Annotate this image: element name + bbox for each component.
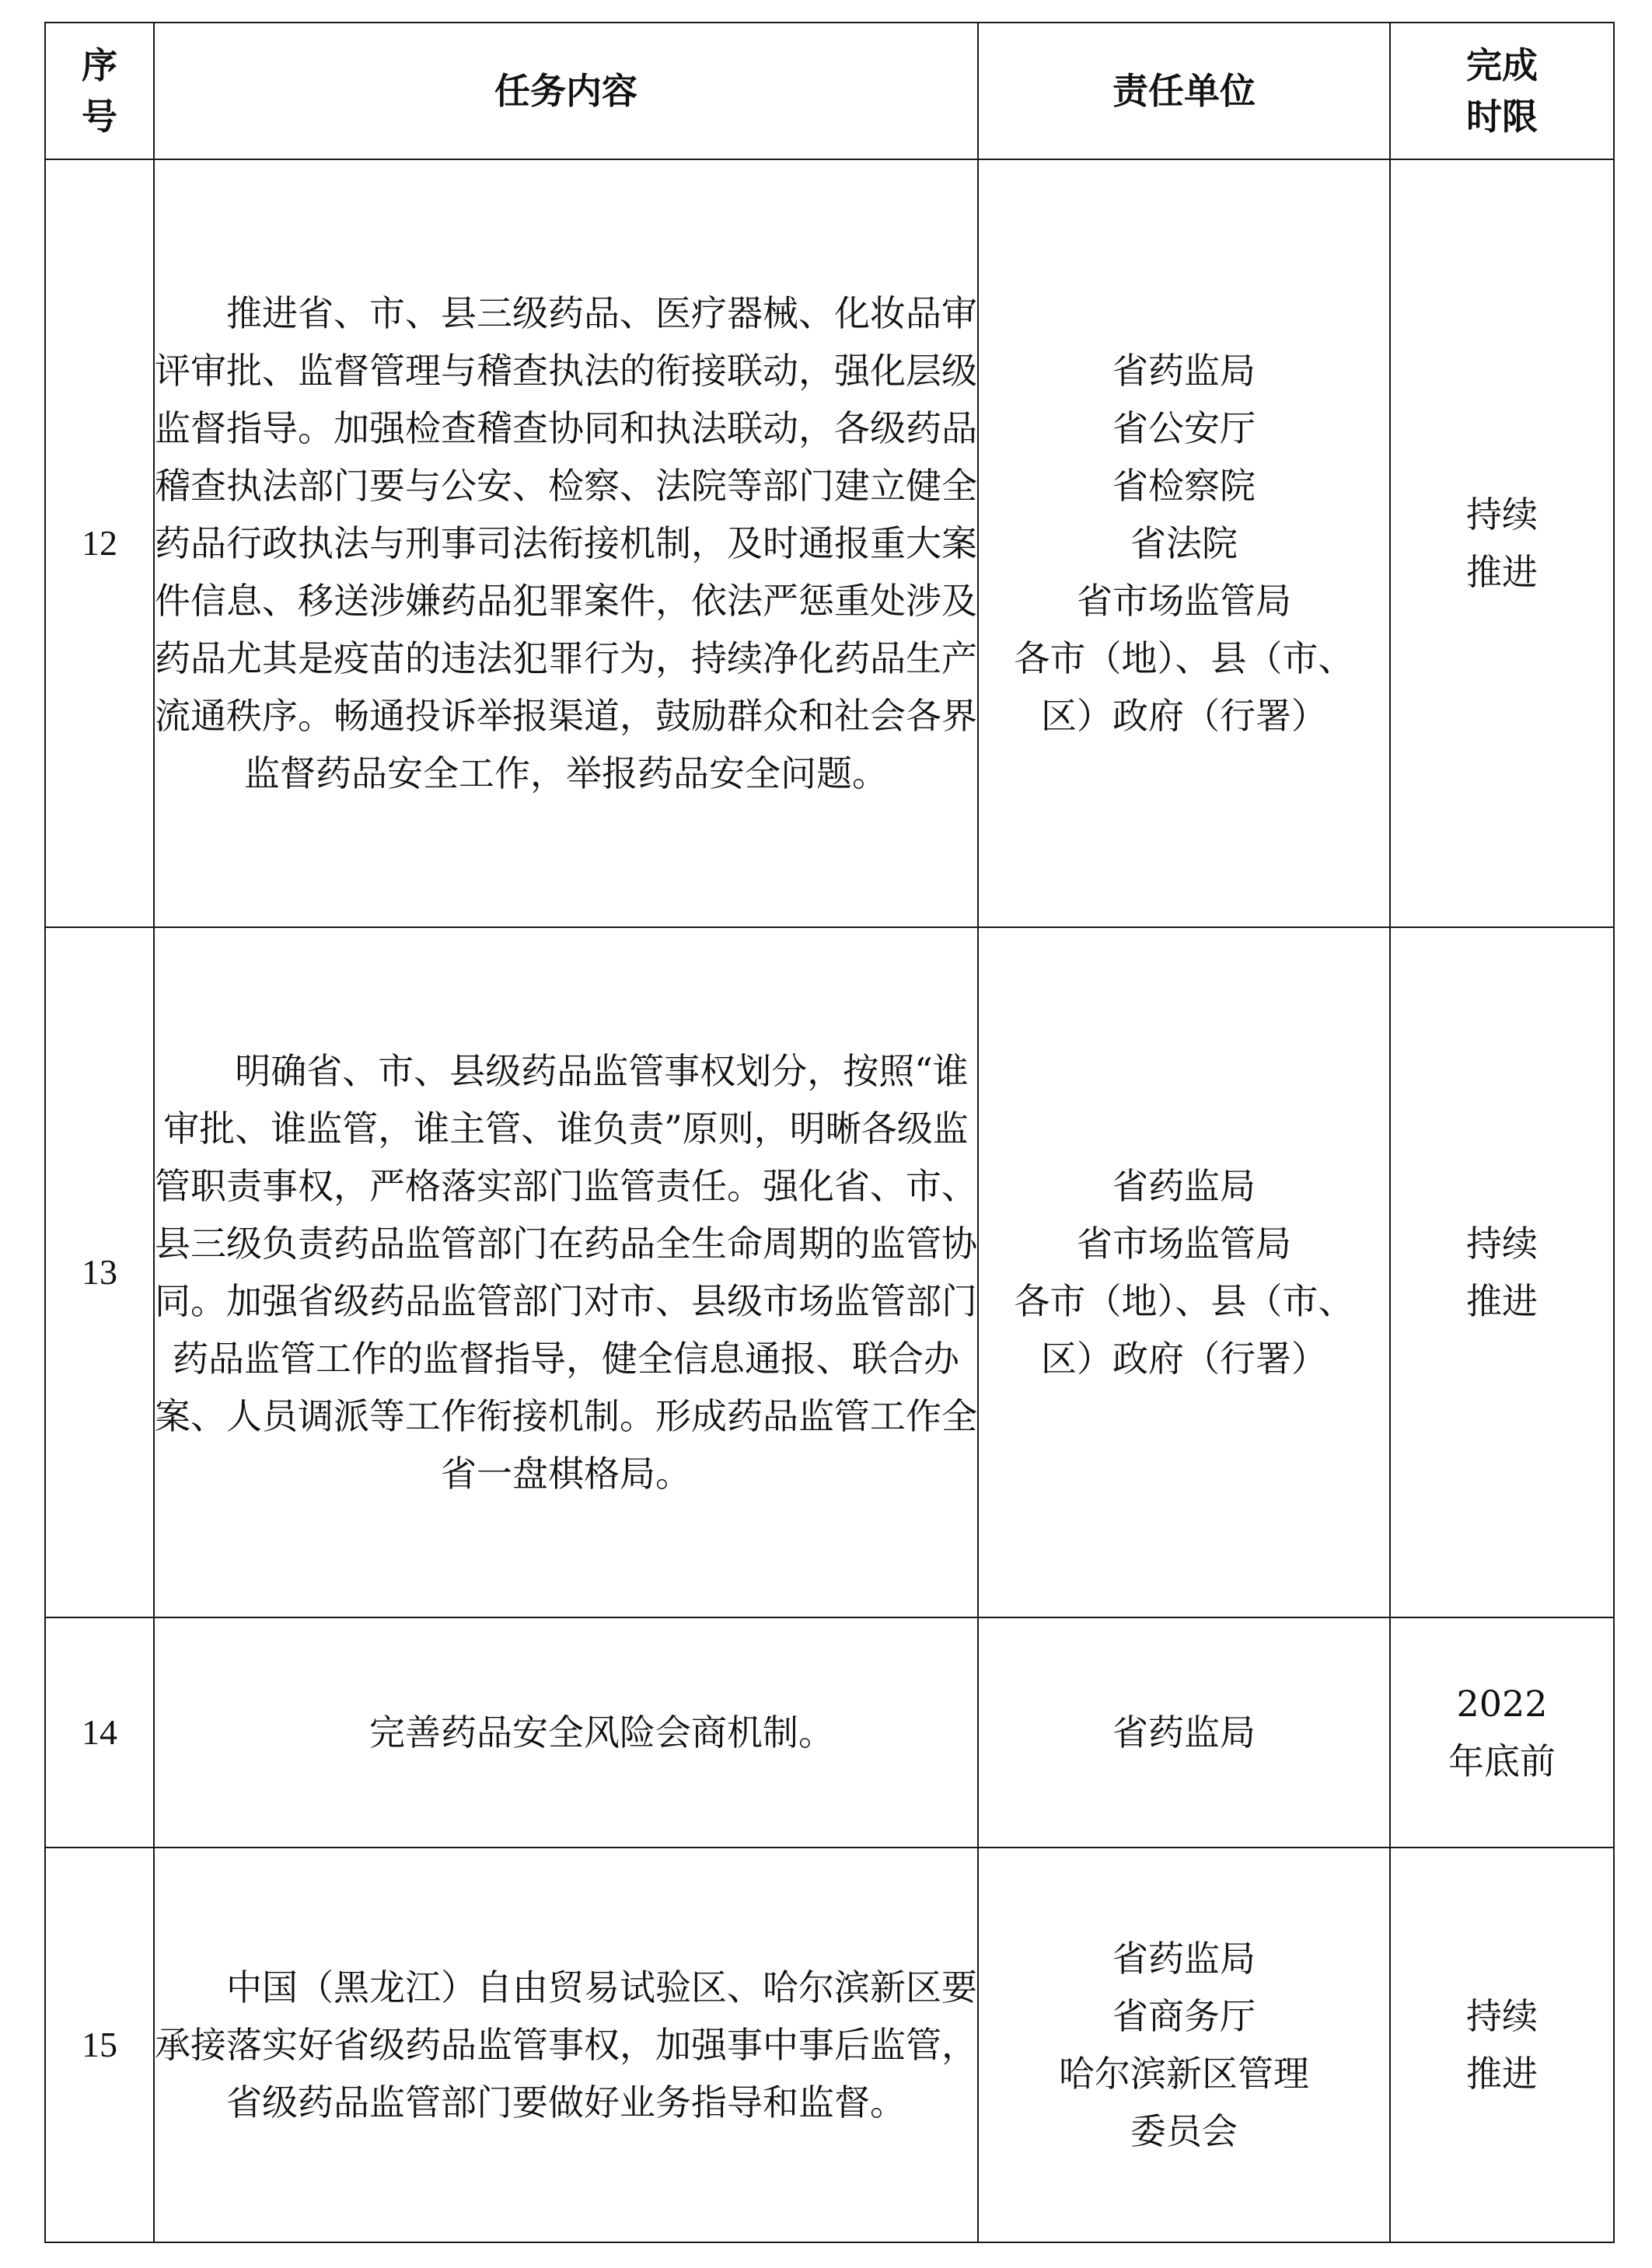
table-header-row — [45, 23, 1614, 159]
deadline — [1390, 927, 1614, 1617]
deadline-line: 推进 — [1466, 2053, 1538, 2095]
deadline-line: 推进 — [1466, 551, 1538, 593]
deadline-line: 推进 — [1466, 1280, 1538, 1322]
header-unit: 责任单位 — [978, 23, 1390, 159]
unit-line: 区）政府（行署） — [1041, 695, 1327, 737]
row-number: 13 — [45, 927, 154, 1617]
header-deadline — [1390, 23, 1614, 159]
header-content: 任务内容 — [154, 23, 978, 159]
unit-line: 委员会 — [1130, 2110, 1238, 2152]
unit-line: 区）政府（行署） — [1041, 1338, 1327, 1380]
task-content-text: 明确省、市、县级药品监管事权划分，按照“谁审批、谁监管，谁主管、谁负责”原则，明晰各级监管职责事权，严格落实部门监管责任。强化省、市、县三级负责药品监管部门在药品全生命周期的监管协同。加强省级药品监管部门对市、县级市场监管部门药品监管工作的监督指导，健全信息通报、联合办案、人员调派等工作衔接机制。形成药品监管工作全省一盘棋格局。 — [155, 1050, 977, 1495]
task-content-text: 完善药品安全风险会商机制。 — [369, 1711, 834, 1753]
unit-line: 哈尔滨新区管理 — [1059, 2053, 1309, 2095]
responsible-units — [978, 1617, 1390, 1848]
unit-line: 各市（地）、县（市、 — [1014, 1280, 1354, 1322]
task-content-text: 推进省、市、县三级药品、医疗器械、化妆品审评审批、监督管理与稽查执法的衔接联动，强化层级监督指导。加强检查稽查协同和执法联动，各级药品稽查执法部门要与公安、检察、法院等部门建立健全药品行政执法与刑事司法衔接机制，及时通报重大案件信息、移送涉嫌药品犯罪案件，依法严惩重处涉及药品尤其是疫苗的违法犯罪行为，持续净化药品生产流通秩序。畅通投诉举报渠道，鼓励群众和社会各界监督药品安全工作，举报药品安全问题。 — [155, 292, 977, 794]
unit-line: 省药监局 — [1112, 350, 1256, 392]
task-content — [154, 927, 978, 1617]
row-number: 14 — [45, 1617, 154, 1848]
table-row — [45, 1617, 1614, 1848]
row-number: 15 — [45, 1848, 154, 2242]
deadline-line: 持续 — [1466, 494, 1538, 536]
header-no-line-1: 序 — [82, 44, 117, 86]
task-table — [44, 22, 1615, 2243]
unit-line: 省药监局 — [1112, 1711, 1256, 1753]
unit-line: 省市场监管局 — [1077, 1223, 1291, 1265]
task-content — [154, 159, 978, 927]
deadline — [1390, 159, 1614, 927]
unit-line: 省检察院 — [1112, 465, 1256, 507]
deadline — [1390, 1848, 1614, 2242]
deadline-line: 2022 — [1456, 1683, 1548, 1725]
deadline — [1390, 1617, 1614, 1848]
unit-line: 省药监局 — [1112, 1938, 1256, 1980]
task-content — [154, 1617, 978, 1848]
table-row — [45, 159, 1614, 927]
responsible-units — [978, 927, 1390, 1617]
header-no-line-2: 号 — [82, 96, 117, 138]
unit-line: 省商务厅 — [1112, 1995, 1256, 2037]
table-row — [45, 1848, 1614, 2242]
unit-line: 省法院 — [1130, 522, 1238, 564]
unit-line: 省公安厅 — [1112, 407, 1256, 449]
table-row — [45, 927, 1614, 1617]
header-no — [45, 23, 154, 159]
header-deadline-line-2: 时限 — [1466, 96, 1538, 138]
responsible-units — [978, 159, 1390, 927]
deadline-line: 年底前 — [1448, 1740, 1556, 1782]
responsible-units — [978, 1848, 1390, 2242]
unit-line: 各市（地）、县（市、 — [1014, 637, 1354, 679]
task-content-text: 中国（黑龙江）自由贸易试验区、哈尔滨新区要承接落实好省级药品监管事权，加强事中事后监管，省级药品监管部门要做好业务指导和监督。 — [155, 1966, 977, 2123]
deadline-line: 持续 — [1466, 1995, 1538, 2037]
header-deadline-line-1: 完成 — [1466, 44, 1538, 86]
task-content — [154, 1848, 978, 2242]
unit-line: 省市场监管局 — [1077, 580, 1291, 622]
unit-line: 省药监局 — [1112, 1165, 1256, 1207]
deadline-line: 持续 — [1466, 1223, 1538, 1265]
row-number: 12 — [45, 159, 154, 927]
